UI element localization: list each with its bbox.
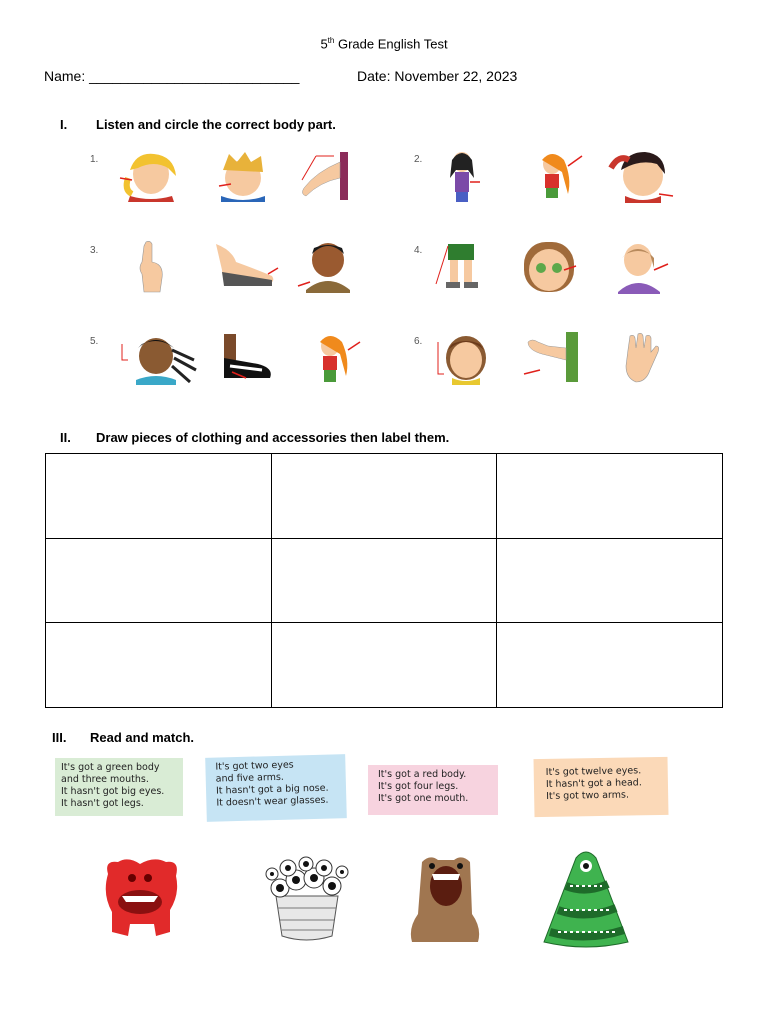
drawing-cell[interactable]	[497, 538, 723, 623]
section-3-heading: III. Read and match.	[52, 730, 195, 745]
girl-braids-picture[interactable]	[118, 330, 200, 385]
hand-picture[interactable]	[618, 330, 666, 385]
boy-shoulder-picture[interactable]	[296, 238, 358, 293]
girl-forehead-picture[interactable]	[432, 330, 494, 385]
drawing-cell[interactable]	[497, 623, 723, 708]
question-6-number: 6.	[414, 336, 423, 347]
description-card-pink[interactable]: It's got a red body. It's got four legs. It's got one mouth.	[368, 765, 498, 815]
test-title: 5th Grade English Test	[320, 36, 448, 52]
girl-eyes-picture[interactable]	[518, 240, 580, 292]
drawing-cell[interactable]	[271, 538, 497, 623]
description-card-blue[interactable]: It's got two eyes and five arms. It hasn't got a big nose. It doesn't wear glasses.	[205, 754, 347, 822]
question-2-number: 2.	[414, 154, 423, 165]
girl-hair-picture[interactable]	[518, 148, 588, 203]
section-2-heading: II. Draw pieces of clothing and accessories then label them.	[60, 430, 450, 445]
arm-picture[interactable]	[296, 150, 351, 202]
drawing-cell[interactable]	[46, 623, 272, 708]
drawing-cell[interactable]	[271, 454, 497, 539]
question-5-number: 5.	[90, 336, 99, 347]
date-label: Date: November 22, 2023	[357, 68, 518, 84]
boy-face-picture[interactable]	[215, 150, 270, 202]
girl-neck-picture[interactable]	[604, 240, 676, 294]
ankle-shoe-picture[interactable]	[218, 330, 276, 385]
red-monster-picture[interactable]	[100, 854, 182, 942]
legs-picture[interactable]	[432, 240, 492, 292]
name-field[interactable]: Name: ___________________________	[44, 68, 300, 84]
drawing-grid	[45, 453, 723, 708]
brown-monster-picture[interactable]	[402, 852, 488, 948]
question-4-number: 4.	[414, 245, 423, 256]
elbow-picture[interactable]	[522, 330, 580, 385]
drawing-cell[interactable]	[46, 454, 272, 539]
description-card-green[interactable]: It's got a green body and three mouths. It hasn't got big eyes. It hasn't got legs.	[55, 758, 183, 816]
finger-picture[interactable]	[134, 238, 170, 293]
section-1-heading: I. Listen and circle the correct body part.	[60, 117, 336, 132]
green-monster-picture[interactable]	[536, 848, 638, 952]
girl-waist-picture[interactable]	[440, 148, 485, 203]
girl-face-picture[interactable]	[118, 150, 183, 202]
description-card-orange[interactable]: It's got twelve eyes. It hasn't got a head. It's got two arms.	[534, 757, 669, 817]
question-1-number: 1.	[90, 154, 99, 165]
drawing-cell[interactable]	[46, 538, 272, 623]
foot-picture[interactable]	[212, 240, 280, 290]
boy-ear-picture[interactable]	[605, 148, 675, 203]
girl-orange-hair-picture[interactable]	[296, 330, 366, 385]
question-3-number: 3.	[90, 245, 99, 256]
many-eyes-monster-picture[interactable]	[262, 856, 352, 946]
drawing-cell[interactable]	[271, 623, 497, 708]
drawing-cell[interactable]	[497, 454, 723, 539]
